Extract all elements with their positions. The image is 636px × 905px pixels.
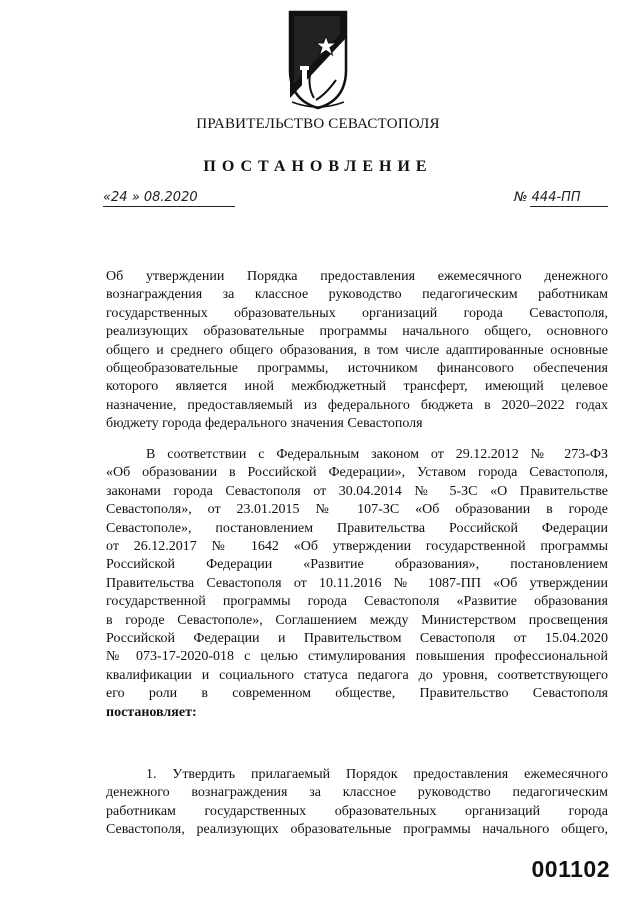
item-1-line: 1. Утвердить прилагаемый Порядок предоставления ежемесячного — [146, 767, 608, 782]
preamble-line: В соответствии с Федеральным законом от 29.12.2012 № 273-ФЗ — [146, 447, 608, 462]
preamble-line: квалификации и социального статуса педагога до уровня, соответствующего — [106, 667, 608, 683]
subject-paragraph — [106, 268, 608, 434]
item-1-line: денежного вознаграждения за классное руководство педагогическим — [106, 785, 608, 801]
subject-line: общего и среднего общего образования, в том числе адаптированные основные — [106, 342, 608, 358]
number-underline — [530, 206, 608, 207]
subject-line: которого является иной межбюджетный трансферт, имеющий целевое — [106, 379, 608, 395]
subject-line: вознаграждения за классное руководство педагогическим работникам — [106, 287, 608, 303]
preamble-line: Севастополе», постановлением Правительства Российской Федерации — [106, 520, 608, 536]
subject-line: общеобразовательные программы, источником финансового обеспечения — [106, 361, 608, 377]
document-date — [103, 186, 235, 212]
preamble-line: Правительства Севастополя от 10.11.2016 № 1087-ПП «Об утверждении — [106, 575, 608, 591]
subject-line: бюджету города федерального значения Севастополя — [106, 416, 423, 432]
date-underline — [103, 206, 235, 207]
item-1-line: Севастополя, реализующих образовательные программы начального общего, — [106, 822, 608, 838]
serial-number: 001102 — [531, 856, 610, 882]
preamble-line: его роли в современном обществе, Правительство Севастополя — [106, 686, 608, 702]
item-1-line: работникам государственных образовательных организаций города — [106, 803, 608, 819]
subject-line: реализующих образовательные программы начального общего, основного — [106, 324, 608, 340]
preamble-line: в городе Севастополе», Соглашением между Министерством просвещения — [106, 612, 608, 628]
document-type-title: ПОСТАНОВЛЕНИЕ — [203, 158, 433, 175]
coat-of-arms-icon — [286, 8, 350, 112]
number-value: № 444-ПП — [514, 190, 581, 205]
subject-line: Об утверждении Порядка предоставления ежемесячного денежного — [106, 269, 608, 284]
preamble-line: законами города Севастополя от 30.04.2014 № 5-ЗС «О Правительстве — [106, 483, 608, 499]
preamble-line: «Об образовании в Российской Федерации», Уставом города Севастополя, — [106, 465, 608, 481]
document-number — [514, 186, 608, 212]
preamble-line: Российской Федерации «Развитие образования», постановлением — [106, 557, 608, 573]
preamble-line: № 073-17-2020-018 с целью стимулирования повышения профессиональной — [106, 649, 608, 665]
subject-line: государственных образовательных организаций города Севастополя, — [106, 305, 608, 321]
preamble-paragraph — [106, 446, 608, 722]
organization-title: ПРАВИТЕЛЬСТВО СЕВАСТОПОЛЯ — [196, 116, 440, 132]
item-1-paragraph — [106, 766, 608, 840]
preamble-line: от 26.12.2017 № 1642 «Об утверждении государственной программы — [106, 539, 608, 555]
preamble-line: Российской Федерации и Правительством Севастополя от 15.04.2020 — [106, 631, 608, 647]
decree-word: постановляет: — [106, 704, 197, 720]
preamble-line: государственной программы города Севастополя «Развитие образования — [106, 594, 608, 610]
date-value: «24 » 08.2020 — [103, 190, 198, 205]
subject-line: назначение, предоставляемый из федерального бюджета в 2020–2022 годах — [106, 397, 608, 413]
preamble-line: Севастополя», от 23.01.2015 № 107-ЗС «Об образовании в городе — [106, 502, 608, 518]
